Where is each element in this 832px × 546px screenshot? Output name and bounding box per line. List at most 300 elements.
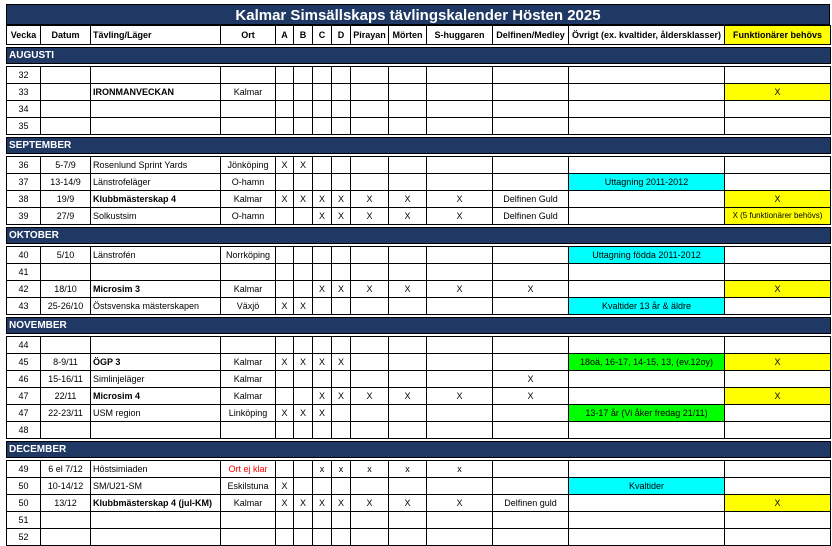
- group-d-cell[interactable]: X: [332, 354, 351, 371]
- other-cell[interactable]: [569, 84, 725, 101]
- group-b-cell[interactable]: [294, 281, 313, 298]
- group-a-cell[interactable]: X: [276, 495, 294, 512]
- date-cell[interactable]: [41, 84, 91, 101]
- delfinen-cell[interactable]: [493, 67, 569, 84]
- pirayan-cell[interactable]: [351, 174, 389, 191]
- group-d-cell[interactable]: X: [332, 191, 351, 208]
- shuggaren-cell[interactable]: [427, 67, 493, 84]
- column-header[interactable]: S-huggaren: [427, 26, 493, 45]
- delfinen-cell[interactable]: [493, 298, 569, 315]
- other-cell[interactable]: [569, 208, 725, 225]
- pirayan-cell[interactable]: [351, 529, 389, 546]
- morten-cell[interactable]: [389, 405, 427, 422]
- group-c-cell[interactable]: [313, 422, 332, 439]
- group-c-cell[interactable]: [313, 84, 332, 101]
- shuggaren-cell[interactable]: [427, 298, 493, 315]
- week-cell[interactable]: 45: [7, 354, 41, 371]
- group-a-cell[interactable]: X: [276, 157, 294, 174]
- morten-cell[interactable]: [389, 512, 427, 529]
- other-cell[interactable]: [569, 191, 725, 208]
- morten-cell[interactable]: [389, 264, 427, 281]
- group-b-cell[interactable]: [294, 388, 313, 405]
- group-b-cell[interactable]: [294, 208, 313, 225]
- officials-cell[interactable]: [725, 67, 831, 84]
- pirayan-cell[interactable]: [351, 247, 389, 264]
- group-b-cell[interactable]: [294, 512, 313, 529]
- group-c-cell[interactable]: X: [313, 405, 332, 422]
- shuggaren-cell[interactable]: [427, 529, 493, 546]
- group-d-cell[interactable]: x: [332, 461, 351, 478]
- delfinen-cell[interactable]: [493, 174, 569, 191]
- shuggaren-cell[interactable]: X: [427, 495, 493, 512]
- pirayan-cell[interactable]: [351, 101, 389, 118]
- date-cell[interactable]: [41, 422, 91, 439]
- location-cell[interactable]: Jönköping: [221, 157, 276, 174]
- date-cell[interactable]: [41, 529, 91, 546]
- date-cell[interactable]: 13-14/9: [41, 174, 91, 191]
- officials-cell[interactable]: [725, 157, 831, 174]
- group-d-cell[interactable]: [332, 84, 351, 101]
- event-cell[interactable]: Simlinjeläger: [91, 371, 221, 388]
- group-d-cell[interactable]: [332, 478, 351, 495]
- morten-cell[interactable]: [389, 67, 427, 84]
- group-c-cell[interactable]: [313, 298, 332, 315]
- column-header[interactable]: A: [276, 26, 294, 45]
- date-cell[interactable]: 19/9: [41, 191, 91, 208]
- pirayan-cell[interactable]: X: [351, 495, 389, 512]
- location-cell[interactable]: [221, 101, 276, 118]
- group-a-cell[interactable]: [276, 101, 294, 118]
- group-a-cell[interactable]: [276, 529, 294, 546]
- week-cell[interactable]: 47: [7, 405, 41, 422]
- shuggaren-cell[interactable]: [427, 101, 493, 118]
- week-cell[interactable]: 41: [7, 264, 41, 281]
- group-c-cell[interactable]: [313, 478, 332, 495]
- group-b-cell[interactable]: [294, 461, 313, 478]
- group-a-cell[interactable]: [276, 247, 294, 264]
- officials-cell[interactable]: [725, 337, 831, 354]
- other-cell[interactable]: [569, 371, 725, 388]
- group-c-cell[interactable]: X: [313, 354, 332, 371]
- group-a-cell[interactable]: [276, 388, 294, 405]
- shuggaren-cell[interactable]: X: [427, 281, 493, 298]
- morten-cell[interactable]: [389, 529, 427, 546]
- date-cell[interactable]: 15-16/11: [41, 371, 91, 388]
- shuggaren-cell[interactable]: [427, 512, 493, 529]
- group-c-cell[interactable]: [313, 337, 332, 354]
- other-cell[interactable]: Kvaltider: [569, 478, 725, 495]
- event-cell[interactable]: Microsim 4: [91, 388, 221, 405]
- group-c-cell[interactable]: [313, 67, 332, 84]
- other-cell[interactable]: Uttagning födda 2011-2012: [569, 247, 725, 264]
- week-cell[interactable]: 32: [7, 67, 41, 84]
- date-cell[interactable]: 18/10: [41, 281, 91, 298]
- location-cell[interactable]: Ort ej klar: [221, 461, 276, 478]
- location-cell[interactable]: Kalmar: [221, 84, 276, 101]
- date-cell[interactable]: 8-9/11: [41, 354, 91, 371]
- week-cell[interactable]: 38: [7, 191, 41, 208]
- delfinen-cell[interactable]: [493, 354, 569, 371]
- shuggaren-cell[interactable]: [427, 118, 493, 135]
- other-cell[interactable]: [569, 529, 725, 546]
- location-cell[interactable]: Kalmar: [221, 354, 276, 371]
- group-d-cell[interactable]: [332, 264, 351, 281]
- group-b-cell[interactable]: [294, 67, 313, 84]
- pirayan-cell[interactable]: [351, 478, 389, 495]
- date-cell[interactable]: [41, 67, 91, 84]
- event-cell[interactable]: Höstsimiaden: [91, 461, 221, 478]
- week-cell[interactable]: 52: [7, 529, 41, 546]
- officials-cell[interactable]: [725, 422, 831, 439]
- event-cell[interactable]: [91, 422, 221, 439]
- morten-cell[interactable]: [389, 422, 427, 439]
- event-cell[interactable]: Solkustsim: [91, 208, 221, 225]
- delfinen-cell[interactable]: [493, 461, 569, 478]
- pirayan-cell[interactable]: [351, 264, 389, 281]
- officials-cell[interactable]: [725, 118, 831, 135]
- officials-cell[interactable]: X: [725, 354, 831, 371]
- date-cell[interactable]: [41, 118, 91, 135]
- event-cell[interactable]: SM/U21-SM: [91, 478, 221, 495]
- officials-cell[interactable]: [725, 101, 831, 118]
- month-label[interactable]: OKTOBER: [7, 228, 831, 244]
- other-cell[interactable]: 13-17 år (Vi åker fredag 21/11): [569, 405, 725, 422]
- morten-cell[interactable]: [389, 247, 427, 264]
- pirayan-cell[interactable]: X: [351, 208, 389, 225]
- event-cell[interactable]: Klubbmästerskap 4 (jul-KM): [91, 495, 221, 512]
- month-label[interactable]: DECEMBER: [7, 442, 831, 458]
- pirayan-cell[interactable]: [351, 337, 389, 354]
- morten-cell[interactable]: [389, 354, 427, 371]
- location-cell[interactable]: Norrköping: [221, 247, 276, 264]
- delfinen-cell[interactable]: Delfinen guld: [493, 495, 569, 512]
- pirayan-cell[interactable]: X: [351, 388, 389, 405]
- group-c-cell[interactable]: [313, 174, 332, 191]
- week-cell[interactable]: 46: [7, 371, 41, 388]
- date-cell[interactable]: 22/11: [41, 388, 91, 405]
- group-a-cell[interactable]: X: [276, 478, 294, 495]
- delfinen-cell[interactable]: [493, 422, 569, 439]
- group-a-cell[interactable]: X: [276, 405, 294, 422]
- location-cell[interactable]: Linköping: [221, 405, 276, 422]
- event-cell[interactable]: [91, 67, 221, 84]
- other-cell[interactable]: [569, 67, 725, 84]
- delfinen-cell[interactable]: Delfinen Guld: [493, 191, 569, 208]
- group-c-cell[interactable]: [313, 118, 332, 135]
- group-a-cell[interactable]: [276, 281, 294, 298]
- officials-cell[interactable]: X: [725, 281, 831, 298]
- week-cell[interactable]: 43: [7, 298, 41, 315]
- officials-cell[interactable]: X: [725, 191, 831, 208]
- morten-cell[interactable]: X: [389, 191, 427, 208]
- officials-cell[interactable]: X: [725, 84, 831, 101]
- pirayan-cell[interactable]: [351, 371, 389, 388]
- delfinen-cell[interactable]: X: [493, 388, 569, 405]
- shuggaren-cell[interactable]: [427, 371, 493, 388]
- column-header[interactable]: Övrigt (ex. kvaltider, åldersklasser): [569, 26, 725, 45]
- delfinen-cell[interactable]: [493, 405, 569, 422]
- delfinen-cell[interactable]: X: [493, 281, 569, 298]
- group-b-cell[interactable]: [294, 247, 313, 264]
- pirayan-cell[interactable]: [351, 405, 389, 422]
- column-header[interactable]: C: [313, 26, 332, 45]
- group-b-cell[interactable]: [294, 371, 313, 388]
- event-cell[interactable]: [91, 101, 221, 118]
- shuggaren-cell[interactable]: [427, 174, 493, 191]
- event-cell[interactable]: [91, 337, 221, 354]
- month-label[interactable]: SEPTEMBER: [7, 138, 831, 154]
- pirayan-cell[interactable]: x: [351, 461, 389, 478]
- delfinen-cell[interactable]: [493, 529, 569, 546]
- morten-cell[interactable]: [389, 174, 427, 191]
- group-c-cell[interactable]: [313, 371, 332, 388]
- group-a-cell[interactable]: [276, 208, 294, 225]
- column-header[interactable]: Pirayan: [351, 26, 389, 45]
- delfinen-cell[interactable]: [493, 478, 569, 495]
- location-cell[interactable]: Eskilstuna: [221, 478, 276, 495]
- location-cell[interactable]: [221, 422, 276, 439]
- group-b-cell[interactable]: [294, 337, 313, 354]
- group-d-cell[interactable]: X: [332, 281, 351, 298]
- officials-cell[interactable]: [725, 529, 831, 546]
- pirayan-cell[interactable]: [351, 157, 389, 174]
- group-b-cell[interactable]: X: [294, 191, 313, 208]
- group-d-cell[interactable]: [332, 101, 351, 118]
- other-cell[interactable]: [569, 512, 725, 529]
- delfinen-cell[interactable]: [493, 247, 569, 264]
- location-cell[interactable]: [221, 264, 276, 281]
- group-b-cell[interactable]: X: [294, 354, 313, 371]
- morten-cell[interactable]: x: [389, 461, 427, 478]
- delfinen-cell[interactable]: [493, 264, 569, 281]
- week-cell[interactable]: 51: [7, 512, 41, 529]
- event-cell[interactable]: Länstrofén: [91, 247, 221, 264]
- column-header[interactable]: Vecka: [7, 26, 41, 45]
- shuggaren-cell[interactable]: [427, 247, 493, 264]
- officials-cell[interactable]: [725, 371, 831, 388]
- group-a-cell[interactable]: [276, 461, 294, 478]
- pirayan-cell[interactable]: [351, 67, 389, 84]
- location-cell[interactable]: [221, 67, 276, 84]
- date-cell[interactable]: [41, 337, 91, 354]
- group-c-cell[interactable]: X: [313, 495, 332, 512]
- shuggaren-cell[interactable]: [427, 157, 493, 174]
- location-cell[interactable]: [221, 118, 276, 135]
- group-c-cell[interactable]: [313, 529, 332, 546]
- other-cell[interactable]: [569, 281, 725, 298]
- shuggaren-cell[interactable]: [427, 422, 493, 439]
- event-cell[interactable]: [91, 529, 221, 546]
- week-cell[interactable]: 50: [7, 495, 41, 512]
- officials-cell[interactable]: [725, 174, 831, 191]
- week-cell[interactable]: 40: [7, 247, 41, 264]
- other-cell[interactable]: [569, 495, 725, 512]
- other-cell[interactable]: [569, 118, 725, 135]
- group-d-cell[interactable]: [332, 298, 351, 315]
- group-c-cell[interactable]: x: [313, 461, 332, 478]
- delfinen-cell[interactable]: [493, 512, 569, 529]
- week-cell[interactable]: 48: [7, 422, 41, 439]
- morten-cell[interactable]: [389, 118, 427, 135]
- column-header[interactable]: Ort: [221, 26, 276, 45]
- event-cell[interactable]: Östsvenska mästerskapen: [91, 298, 221, 315]
- other-cell[interactable]: Uttagning 2011-2012: [569, 174, 725, 191]
- delfinen-cell[interactable]: Delfinen Guld: [493, 208, 569, 225]
- location-cell[interactable]: Kalmar: [221, 495, 276, 512]
- group-a-cell[interactable]: [276, 84, 294, 101]
- group-c-cell[interactable]: X: [313, 208, 332, 225]
- morten-cell[interactable]: [389, 478, 427, 495]
- group-c-cell[interactable]: X: [313, 281, 332, 298]
- group-d-cell[interactable]: [332, 247, 351, 264]
- pirayan-cell[interactable]: X: [351, 191, 389, 208]
- officials-cell[interactable]: [725, 478, 831, 495]
- other-cell[interactable]: [569, 264, 725, 281]
- week-cell[interactable]: 50: [7, 478, 41, 495]
- event-cell[interactable]: Länstrofeläger: [91, 174, 221, 191]
- group-a-cell[interactable]: [276, 371, 294, 388]
- officials-cell[interactable]: [725, 512, 831, 529]
- officials-cell[interactable]: X: [725, 388, 831, 405]
- group-a-cell[interactable]: X: [276, 298, 294, 315]
- group-c-cell[interactable]: X: [313, 191, 332, 208]
- event-cell[interactable]: ÖGP 3: [91, 354, 221, 371]
- month-label[interactable]: AUGUSTI: [7, 48, 831, 64]
- officials-cell[interactable]: [725, 405, 831, 422]
- group-a-cell[interactable]: X: [276, 191, 294, 208]
- location-cell[interactable]: [221, 512, 276, 529]
- event-cell[interactable]: Rosenlund Sprint Yards: [91, 157, 221, 174]
- group-b-cell[interactable]: X: [294, 495, 313, 512]
- event-cell[interactable]: [91, 264, 221, 281]
- group-b-cell[interactable]: [294, 264, 313, 281]
- group-a-cell[interactable]: [276, 422, 294, 439]
- morten-cell[interactable]: [389, 101, 427, 118]
- column-header[interactable]: Datum: [41, 26, 91, 45]
- group-a-cell[interactable]: [276, 67, 294, 84]
- event-cell[interactable]: [91, 512, 221, 529]
- other-cell[interactable]: Kvaltider 13 år & äldre: [569, 298, 725, 315]
- officials-cell[interactable]: X (5 funktionärer behövs): [725, 208, 831, 225]
- group-d-cell[interactable]: [332, 337, 351, 354]
- week-cell[interactable]: 49: [7, 461, 41, 478]
- officials-cell[interactable]: [725, 264, 831, 281]
- morten-cell[interactable]: X: [389, 281, 427, 298]
- other-cell[interactable]: 18oä, 16-17, 14-15, 13, (ev.12oy): [569, 354, 725, 371]
- group-d-cell[interactable]: [332, 67, 351, 84]
- event-cell[interactable]: Microsim 3: [91, 281, 221, 298]
- column-header[interactable]: Mörten: [389, 26, 427, 45]
- group-a-cell[interactable]: [276, 118, 294, 135]
- other-cell[interactable]: [569, 101, 725, 118]
- week-cell[interactable]: 44: [7, 337, 41, 354]
- pirayan-cell[interactable]: [351, 354, 389, 371]
- officials-cell[interactable]: X: [725, 495, 831, 512]
- group-d-cell[interactable]: [332, 422, 351, 439]
- week-cell[interactable]: 34: [7, 101, 41, 118]
- other-cell[interactable]: [569, 388, 725, 405]
- delfinen-cell[interactable]: [493, 157, 569, 174]
- group-d-cell[interactable]: X: [332, 388, 351, 405]
- week-cell[interactable]: 47: [7, 388, 41, 405]
- group-c-cell[interactable]: [313, 264, 332, 281]
- group-d-cell[interactable]: X: [332, 208, 351, 225]
- week-cell[interactable]: 42: [7, 281, 41, 298]
- officials-cell[interactable]: [725, 298, 831, 315]
- shuggaren-cell[interactable]: x: [427, 461, 493, 478]
- pirayan-cell[interactable]: [351, 422, 389, 439]
- morten-cell[interactable]: [389, 157, 427, 174]
- group-b-cell[interactable]: X: [294, 298, 313, 315]
- date-cell[interactable]: 13/12: [41, 495, 91, 512]
- date-cell[interactable]: 27/9: [41, 208, 91, 225]
- week-cell[interactable]: 35: [7, 118, 41, 135]
- column-header[interactable]: Tävling/Läger: [91, 26, 221, 45]
- group-b-cell[interactable]: X: [294, 157, 313, 174]
- group-c-cell[interactable]: [313, 157, 332, 174]
- date-cell[interactable]: [41, 101, 91, 118]
- location-cell[interactable]: O-hamn: [221, 174, 276, 191]
- shuggaren-cell[interactable]: X: [427, 191, 493, 208]
- officials-cell[interactable]: [725, 461, 831, 478]
- shuggaren-cell[interactable]: X: [427, 208, 493, 225]
- group-b-cell[interactable]: [294, 422, 313, 439]
- group-a-cell[interactable]: [276, 337, 294, 354]
- date-cell[interactable]: [41, 512, 91, 529]
- date-cell[interactable]: 10-14/12: [41, 478, 91, 495]
- week-cell[interactable]: 33: [7, 84, 41, 101]
- location-cell[interactable]: [221, 529, 276, 546]
- location-cell[interactable]: O-hamn: [221, 208, 276, 225]
- date-cell[interactable]: 25-26/10: [41, 298, 91, 315]
- date-cell[interactable]: [41, 264, 91, 281]
- group-d-cell[interactable]: X: [332, 495, 351, 512]
- officials-cell[interactable]: [725, 247, 831, 264]
- event-cell[interactable]: IRONMANVECKAN: [91, 84, 221, 101]
- location-cell[interactable]: [221, 337, 276, 354]
- delfinen-cell[interactable]: [493, 118, 569, 135]
- morten-cell[interactable]: [389, 84, 427, 101]
- other-cell[interactable]: [569, 157, 725, 174]
- group-a-cell[interactable]: [276, 512, 294, 529]
- group-d-cell[interactable]: [332, 157, 351, 174]
- location-cell[interactable]: Kalmar: [221, 388, 276, 405]
- date-cell[interactable]: 5-7/9: [41, 157, 91, 174]
- morten-cell[interactable]: [389, 337, 427, 354]
- date-cell[interactable]: 5/10: [41, 247, 91, 264]
- week-cell[interactable]: 39: [7, 208, 41, 225]
- pirayan-cell[interactable]: [351, 118, 389, 135]
- location-cell[interactable]: Kalmar: [221, 371, 276, 388]
- group-d-cell[interactable]: [332, 405, 351, 422]
- month-label[interactable]: NOVEMBER: [7, 318, 831, 334]
- column-header[interactable]: Delfinen/Medley: [493, 26, 569, 45]
- group-c-cell[interactable]: X: [313, 388, 332, 405]
- shuggaren-cell[interactable]: [427, 337, 493, 354]
- shuggaren-cell[interactable]: [427, 405, 493, 422]
- group-d-cell[interactable]: [332, 174, 351, 191]
- event-cell[interactable]: Klubbmästerskap 4: [91, 191, 221, 208]
- morten-cell[interactable]: X: [389, 388, 427, 405]
- week-cell[interactable]: 37: [7, 174, 41, 191]
- morten-cell[interactable]: X: [389, 208, 427, 225]
- group-d-cell[interactable]: [332, 512, 351, 529]
- date-cell[interactable]: 6 el 7/12: [41, 461, 91, 478]
- shuggaren-cell[interactable]: [427, 264, 493, 281]
- other-cell[interactable]: [569, 461, 725, 478]
- group-c-cell[interactable]: [313, 512, 332, 529]
- other-cell[interactable]: [569, 337, 725, 354]
